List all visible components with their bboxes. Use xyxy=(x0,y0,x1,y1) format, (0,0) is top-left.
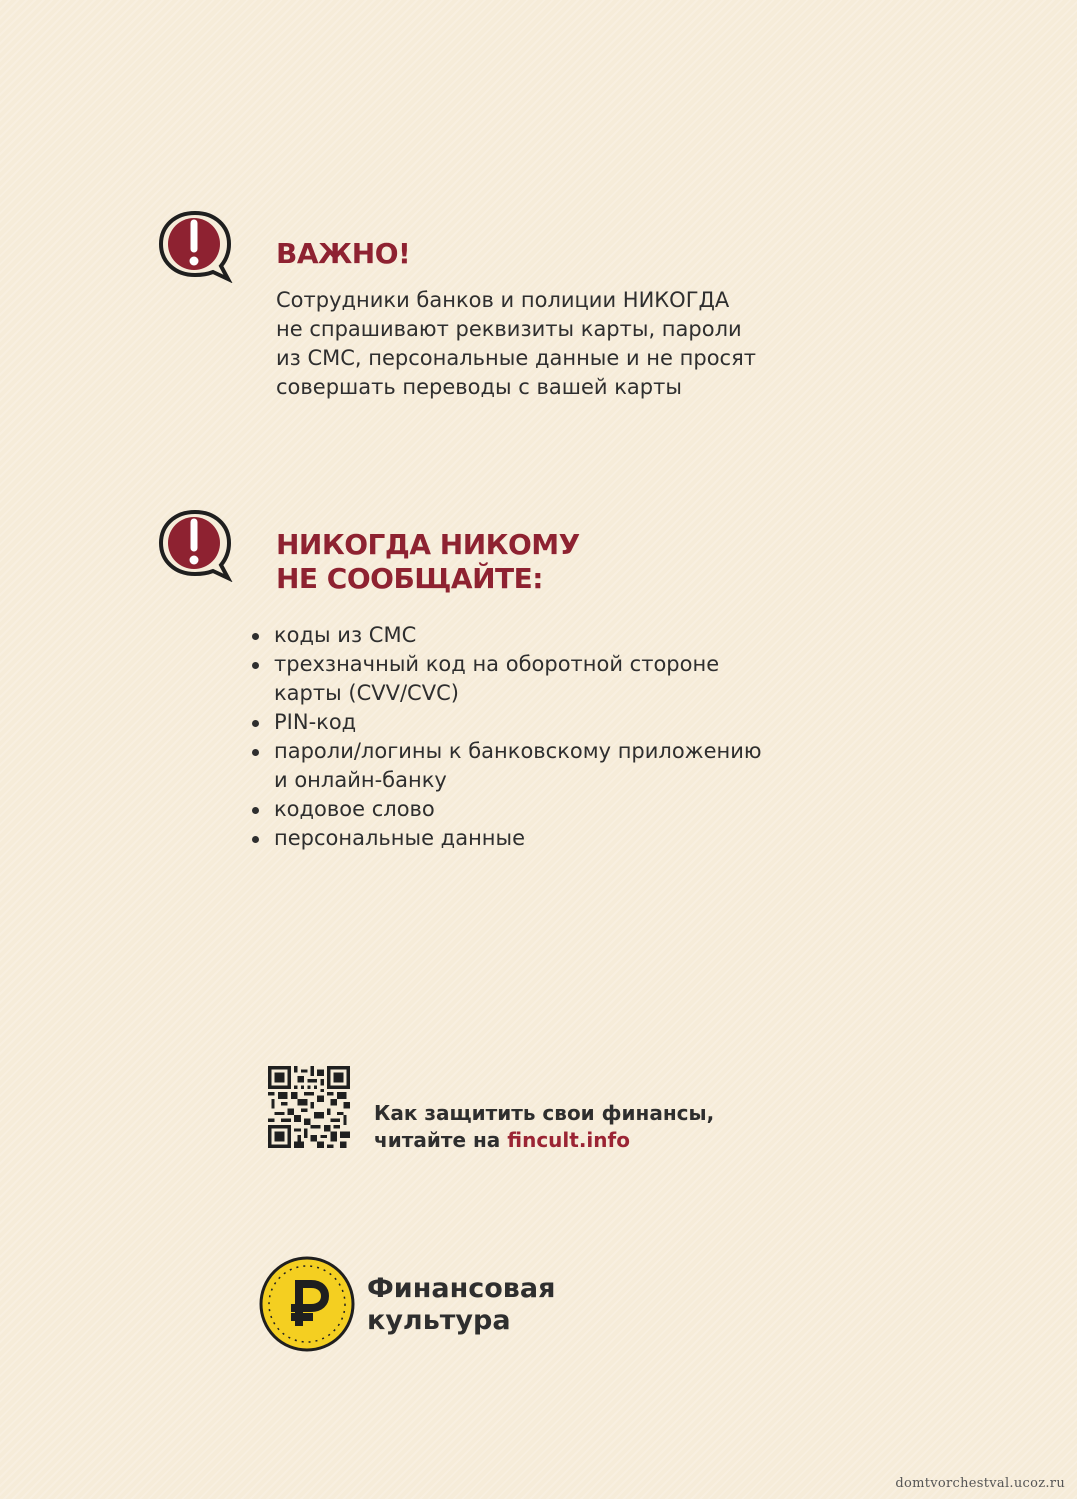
list-item-text: пароли/логины к банковскому приложению xyxy=(274,739,762,763)
never-title-line: НЕ СООБЩАЙТЕ: xyxy=(276,562,543,595)
important-text-line: не спрашивают реквизиты карты, пароли xyxy=(276,317,742,341)
never-title-line: НИКОГДА НИКОМУ xyxy=(276,528,580,561)
list-item-text: PIN-код xyxy=(274,710,357,734)
qr-code-icon[interactable] xyxy=(268,1066,350,1148)
important-text xyxy=(276,286,756,402)
brand-name-line: культура xyxy=(367,1305,511,1336)
list-item-text: коды из СМС xyxy=(274,623,417,647)
list-item-text: кодовое слово xyxy=(274,797,435,821)
list-item-text: персональные данные xyxy=(274,826,526,850)
important-title: ВАЖНО! xyxy=(276,237,411,270)
list-item-text: трехзначный код на оборотной стороне xyxy=(274,652,720,676)
list-item-text: и онлайн-банку xyxy=(274,768,447,792)
never-title xyxy=(276,528,580,596)
exclamation-bubble-icon xyxy=(157,209,235,283)
important-text-line: совершать переводы с вашей карты xyxy=(276,375,682,399)
fincult-link[interactable]: fincult.info xyxy=(507,1128,630,1152)
list-item xyxy=(252,737,762,795)
list-item xyxy=(252,708,762,737)
qr-caption-line: Как защитить свои финансы, xyxy=(374,1101,715,1125)
important-text-line: из СМС, персональные данные и не просят xyxy=(276,346,756,370)
watermark: domtvorchestval.ucoz.ru xyxy=(895,1476,1065,1491)
qr-caption-line xyxy=(374,1127,714,1154)
list-item xyxy=(252,795,762,824)
list-item xyxy=(252,621,762,650)
exclamation-bubble-icon xyxy=(157,508,235,582)
brand-name xyxy=(367,1273,555,1337)
brand-name-line: Финансовая xyxy=(367,1273,556,1304)
never-share-list xyxy=(252,621,762,853)
list-item xyxy=(252,650,762,708)
qr-caption-prefix: читайте на xyxy=(374,1128,508,1152)
ruble-coin-icon xyxy=(259,1256,355,1352)
list-item xyxy=(252,824,762,853)
qr-caption xyxy=(374,1100,714,1154)
list-item-text: карты (CVV/CVC) xyxy=(274,681,459,705)
important-text-line: Сотрудники банков и полиции НИКОГДА xyxy=(276,288,730,312)
